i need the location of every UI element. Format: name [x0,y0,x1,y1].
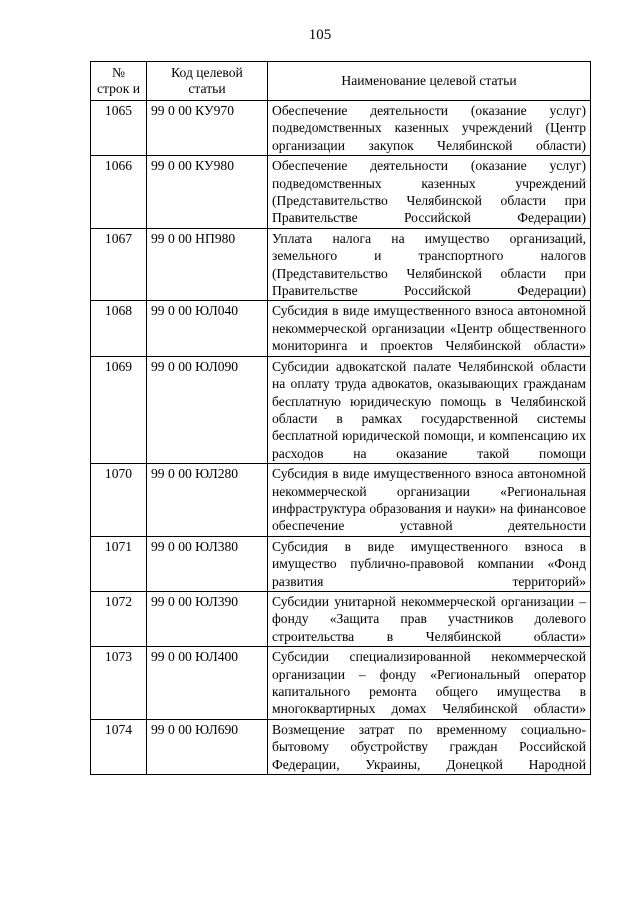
table-row [91,464,591,537]
target-code: 99 0 00 ЮЛ040 [147,301,268,356]
target-code: 99 0 00 КУ970 [147,101,268,156]
table-row [91,228,591,301]
target-name: Субсидия в виде имущественного взноса автономной некоммерческой организации «Региональная инфраструктура образования и науки» на финансовое обеспечение уставной деятельности [268,464,591,537]
row-number: 1072 [91,591,147,646]
table-row [91,101,591,156]
target-code: 99 0 00 ЮЛ380 [147,536,268,591]
target-name: Субсидии специализированной некоммерческой организации – фонду «Региональный оператор капитального ремонта общего имущества в многоквартирных домах Челябинской области» [268,647,591,720]
row-number: 1070 [91,464,147,537]
target-name: Обеспечение деятельности (оказание услуг) подведомственных казенных учреждений (Центр организации закупок Челябинской области) [268,101,591,156]
target-name: Субсидии адвокатской палате Челябинской области на оплату труда адвокатов, оказывающих гражданам бесплатную юридическую помощь в Челябинской области в рамках государственной системы бесплатной юридической помощи, и компенсацию их расходов на оказание такой помощи [268,356,591,463]
table-row [91,356,591,463]
row-number: 1067 [91,228,147,301]
target-code: 99 0 00 ЮЛ390 [147,591,268,646]
table-row [91,647,591,720]
row-number: 1065 [91,101,147,156]
header-target-code: Код целевой статьи [147,62,268,101]
target-name: Возмещение затрат по временному социально-бытовому обустройству граждан Российской Федерации, Украины, Донецкой Народной [268,719,591,774]
row-number: 1068 [91,301,147,356]
target-code: 99 0 00 НП980 [147,228,268,301]
row-number: 1069 [91,356,147,463]
row-number: 1073 [91,647,147,720]
header-row-number: № строк и [91,62,147,101]
target-name: Субсидия в виде имущественного взноса в имущество публично-правовой компании «Фонд развития территорий» [268,536,591,591]
table-row [91,301,591,356]
target-code: 99 0 00 ЮЛ280 [147,464,268,537]
table-row [91,591,591,646]
row-number: 1074 [91,719,147,774]
table-row [91,156,591,229]
table-header-row [91,62,591,101]
page-number: 105 [308,27,332,43]
row-number: 1071 [91,536,147,591]
row-number: 1066 [91,156,147,229]
target-code: 99 0 00 КУ980 [147,156,268,229]
target-name: Субсидия в виде имущественного взноса автономной некоммерческой организации «Центр общественного мониторинга и проектов Челябинской области» [268,301,591,356]
target-items-table [90,61,591,775]
target-code: 99 0 00 ЮЛ690 [147,719,268,774]
target-code: 99 0 00 ЮЛ090 [147,356,268,463]
target-name: Уплата налога на имущество организаций, земельного и транспортного налогов (Представительство Челябинской области при Правительстве Российской Федерации) [268,228,591,301]
target-name: Обеспечение деятельности (оказание услуг) подведомственных казенных учреждений (Представительство Челябинской области при Правительстве Российской Федерации) [268,156,591,229]
target-code: 99 0 00 ЮЛ400 [147,647,268,720]
header-target-name: Наименование целевой статьи [268,62,591,101]
target-name: Субсидии унитарной некоммерческой организации – фонду «Защита прав участников долевого строительства в Челябинской области» [268,591,591,646]
table-row [91,719,591,774]
table-row [91,536,591,591]
